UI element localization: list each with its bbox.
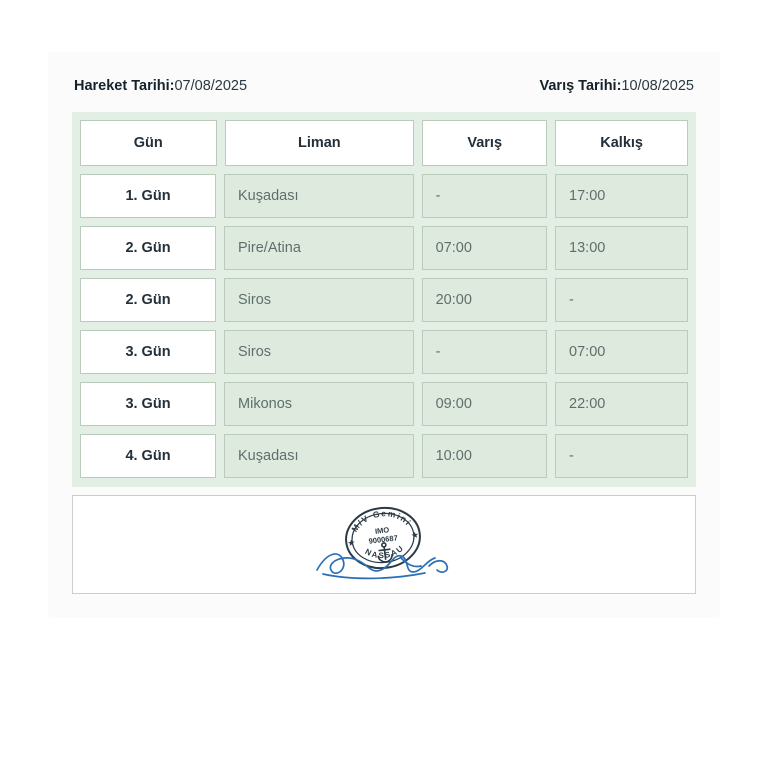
cell-arrival: 10:00	[422, 434, 547, 478]
table-row	[80, 226, 688, 270]
cell-day: 2. Gün	[80, 278, 216, 322]
cell-day: 3. Gün	[80, 330, 216, 374]
svg-text:NASSAU: NASSAU	[363, 543, 406, 561]
svg-text:9000687: 9000687	[368, 533, 399, 546]
table-row	[80, 434, 688, 478]
cell-day: 3. Gün	[80, 382, 216, 426]
table-row	[80, 330, 688, 374]
cell-departure: 07:00	[555, 330, 688, 374]
column-header-arrival: Varış	[422, 120, 547, 166]
cell-day: 1. Gün	[80, 174, 216, 218]
cell-day: 2. Gün	[80, 226, 216, 270]
stamp-and-signature	[309, 502, 459, 590]
schedule-header	[72, 78, 696, 94]
cell-port: Siros	[224, 330, 414, 374]
cell-arrival: -	[422, 174, 547, 218]
cell-departure: 17:00	[555, 174, 688, 218]
cell-port: Siros	[224, 278, 414, 322]
svg-text:M/V Gemini: M/V Gemini	[349, 508, 414, 534]
departure-date-value: 07/08/2025	[174, 78, 248, 94]
table-row	[80, 174, 688, 218]
schedule-table	[72, 112, 696, 487]
svg-text:★: ★	[410, 529, 420, 541]
departure-date-label: Hareket Tarihi:	[74, 78, 175, 94]
arrival-date-label: Varış Tarihi:	[539, 78, 622, 94]
arrival-date-value: 10/08/2025	[621, 78, 694, 94]
departure-date	[74, 78, 247, 94]
svg-text:★: ★	[346, 537, 356, 549]
cell-port: Kuşadası	[224, 434, 414, 478]
signature-stamp-box	[72, 495, 696, 594]
cell-port: Kuşadası	[224, 174, 414, 218]
cell-arrival: -	[422, 330, 547, 374]
handwritten-signature	[309, 540, 459, 588]
svg-text:IMO: IMO	[374, 525, 390, 536]
cell-arrival: 09:00	[422, 382, 547, 426]
table-header-row	[80, 120, 688, 166]
table-row	[80, 382, 688, 426]
cell-arrival: 20:00	[422, 278, 547, 322]
column-header-port: Liman	[225, 120, 415, 166]
arrival-date	[539, 78, 694, 94]
cell-port: Pire/Atina	[224, 226, 414, 270]
cell-arrival: 07:00	[422, 226, 547, 270]
cell-departure: 13:00	[555, 226, 688, 270]
table-row	[80, 278, 688, 322]
cell-port: Mikonos	[224, 382, 414, 426]
cell-departure: -	[555, 434, 688, 478]
column-header-day: Gün	[80, 120, 217, 166]
cell-departure: 22:00	[555, 382, 688, 426]
column-header-departure: Kalkış	[555, 120, 688, 166]
cell-day: 4. Gün	[80, 434, 216, 478]
voyage-schedule-card	[48, 52, 720, 618]
cell-departure: -	[555, 278, 688, 322]
